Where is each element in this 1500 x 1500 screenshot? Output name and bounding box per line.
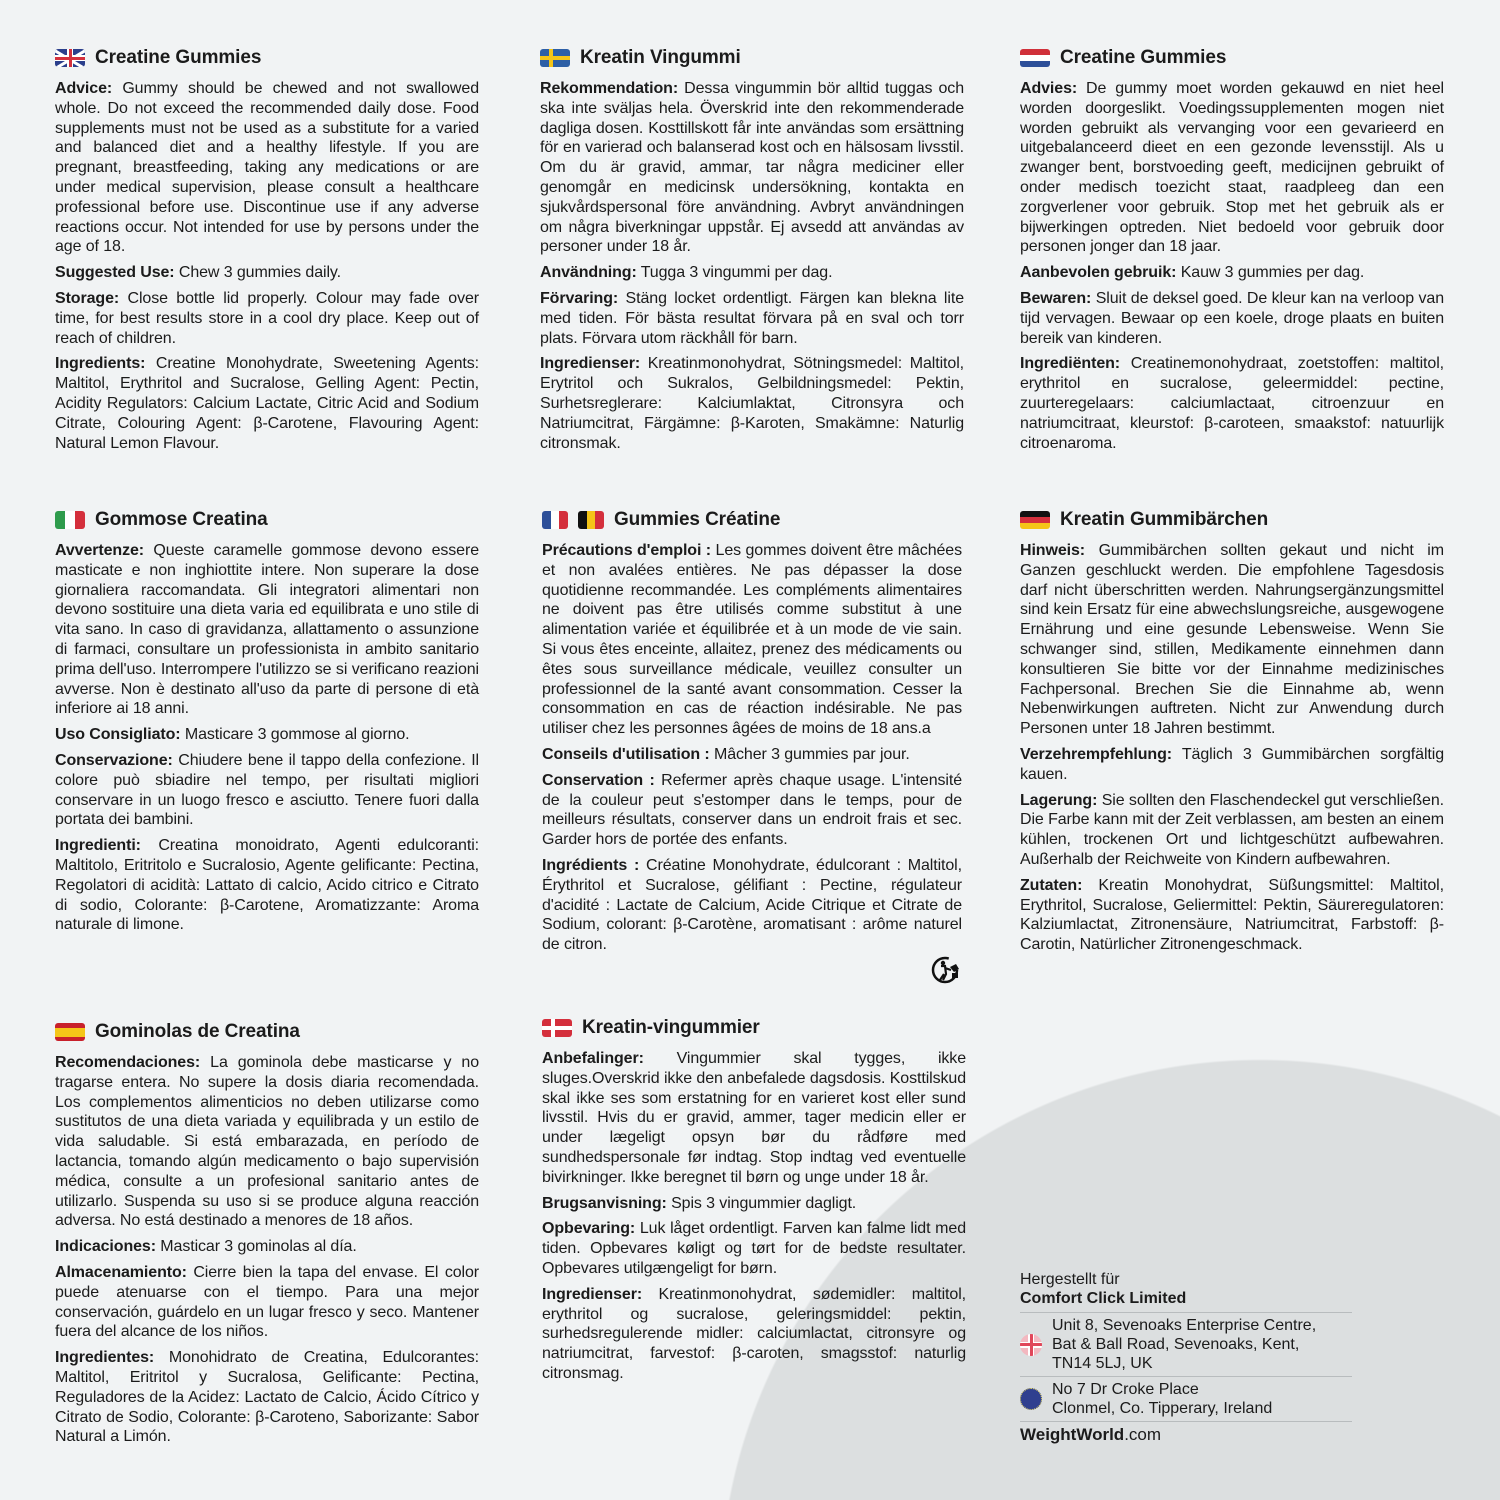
paragraph-text: Spis 3 vingummier dagligt. xyxy=(666,1194,857,1212)
paragraph-text: Kreatinmonohydrat, sødemidler: maltitol, erythritol og sucralose, geleringsmiddel: pektin, surhedsregulerende midler: calciumlactat, citronsyre og natriumcitrat, farvestof: β-caroten, smagsstof: naturlig citronsmag. xyxy=(542,1285,966,1382)
section-title xyxy=(55,1021,479,1043)
section-title xyxy=(1020,509,1444,531)
paragraph-label: Anbefalinger: xyxy=(542,1050,644,1067)
paragraph xyxy=(55,354,479,453)
paragraph-label: Conservation : xyxy=(542,771,655,789)
website-domain: .com xyxy=(1124,1425,1162,1444)
paragraph xyxy=(55,263,479,283)
paragraph-text: Refermer après chaque usage. L'intensité de la couleur peut s'estomper dans le temps, pour de meilleurs résultats, conserver dans un endroit frais et sec. Garder hors de portée des enfants. xyxy=(542,771,962,849)
paragraph-text: Creatina monoidrato, Agenti edulcoranti: Maltitolo, Eritritolo e Sucralosio, Agente gelificante: Pectina, Regolatori di acidità: Lattato di calcio, Acido citrico e Citrato di sodio, Colorante: β-Carotene, Aromatizzante: Aroma naturale di limone. xyxy=(55,837,479,934)
paragraph-text: Dessa vingummin bör alltid tuggas och ska inte sväljas hela. Överskrid inte den rekommenderade dagliga dosen. Kosttillskott får inte användas som ersättning för en varierad och balanserad kost och en hälsosam livsstil. Om du är gravid, ammar, tar några mediciner eller genomgår en medicinsk undersökning, kontakta en sjukvårdspersonal före användning. Avbryt användningen om några biverkningar uppstår. Ej avsedd att användas av personer under 18 år. xyxy=(540,80,964,256)
paragraph-text: Sie sollten den Flaschendeckel gut verschließen. Die Farbe kann mit der Zeit verblassen, am besten an einem kühlen, trockenen Ort und lichtgeschützt aufbewahren. Außerhalb der Reichweite von Kindern aufbewahren. xyxy=(1020,791,1444,868)
paragraph-text: Gummy should be chewed and not swallowed whole. Do not exceed the recommended daily dose. Food supplements must not be used as a substitute for a varied and balanced diet and a healthy lifestyle. If you are pregnant, breastfeeding, taking any medications or are under medical supervision, please consult a healthcare professional before use. Discontinue use if any adverse reactions occur. Not intended for use by persons under the age of 18. xyxy=(55,80,479,256)
section-title-text: Kreatin Vingummi xyxy=(580,47,741,69)
paragraph xyxy=(542,1285,966,1384)
denmark-flag-icon xyxy=(542,1019,572,1037)
paragraph xyxy=(55,289,479,348)
paragraph xyxy=(542,745,962,765)
paragraph-text: La gominola debe masticarse y no tragarse entera. No supere la dosis diaria recomendada. Los complementos alimenticios no deben utilizarse como sustitutos de una dieta variada y equilibrada y un estilo de vida saludable. Si está embarazada, en período de lactancia, tomando algún medicamento o bajo supervisión médica, consulte a un profesional sanitario antes de utilizarlo. Suspenda su uso si se produce alguna reacción adversa. No está destinado a menores de 18 años. xyxy=(55,1054,479,1230)
eu-address-line: No 7 Dr Croke Place xyxy=(1052,1381,1199,1398)
paragraph xyxy=(540,263,964,283)
paragraph xyxy=(542,541,962,739)
paragraph-text: Kreatinmonohydrat, Sötningsmedel: Maltitol, Erytritol och Sukralos, Gelbildningsmedel: Pektin, Surhetsreglerare: Kalciumlaktat, Citronsyra och Natriumcitrat, Färgämne: β-Karoten, Smakämne: Naturlig citronsmak. xyxy=(540,355,964,452)
paragraph-label: Précautions d'emploi : xyxy=(542,542,712,559)
section-title-text: Gominolas de Creatina xyxy=(95,1021,300,1043)
uk-flag-icon xyxy=(55,49,85,67)
paragraph xyxy=(542,1194,966,1214)
paragraph-text: De gummy moet worden gekauwd en niet heel worden doorgeslikt. Voedingssupplementen mogen niet worden gebruikt als vervanging voor een gevarieerd en uitgebalanceerd dieet en een gezonde levensstijl. Als u zwanger bent, borstvoeding geeft, medicijnen gebruikt of onder medisch toezicht staat, raadpleeg dan een zorgverlener voor gebruik. Stop met het gebruik als er bijwerkingen optreden. Niet bedoeld voor gebruik door personen jonger dan 18 jaar. xyxy=(1020,80,1444,256)
paragraph-text: Chew 3 gummies daily. xyxy=(174,264,341,282)
paragraph-label: Avvertenze: xyxy=(55,542,145,559)
paragraph xyxy=(1020,289,1444,348)
paragraph xyxy=(55,725,479,745)
paragraph-label: Conseils d'utilisation : xyxy=(542,745,710,763)
paragraph xyxy=(55,1053,479,1231)
paragraph-label: Aanbevolen gebruik: xyxy=(1020,264,1177,282)
section-title xyxy=(1020,47,1444,69)
paragraph-label: Uso Consigliato: xyxy=(55,726,181,744)
made-for-label: Hergestellt für xyxy=(1020,1271,1120,1288)
paragraph-label: Ingredienser: xyxy=(542,1285,643,1303)
website-brand: WeightWorld xyxy=(1020,1425,1125,1444)
paragraph xyxy=(540,289,964,348)
paragraph xyxy=(55,1263,479,1342)
paragraph xyxy=(55,1348,479,1447)
paragraph-text: Vingummier skal tygges, ikke sluges.Overskrid ikke den anbefalede dagsdosis. Kosttilskud skal ikke ses som erstatning for en varieret kost eller sund livsstil. Hvis du er gravid, ammer, tager medicin eller er under lægeligt opsyn bør du rådføre med sundhedspersonale før indtag. Stop indtag ved eventuelle bivirkninger. Ikke beregnet til børn og unge under 18 år. xyxy=(542,1050,966,1186)
uk-address-line: Bat & Ball Road, Sevenoaks, Kent, xyxy=(1052,1336,1300,1353)
paragraph-text: Täglich 3 Gummibärchen sorgfältig kauen. xyxy=(1020,745,1444,783)
paragraph-label: Hinweis: xyxy=(1020,542,1085,559)
section-title-text: Kreatin Gummibärchen xyxy=(1060,509,1269,531)
paragraph xyxy=(540,79,964,257)
sweden-flag-icon xyxy=(540,49,570,67)
paragraph-text: Créatine Monohydrate, édulcorant : Maltitol, Érythritol et Sucralose, gélifiant : Pectine, régulateur d'acidité : Lactate de Calcium, Acide Citrique et Citrate de Sodium, colorant: β-Carotène, aromatisant : arôme naturel de citron. xyxy=(542,856,962,954)
paragraph xyxy=(1020,876,1444,955)
recycling-triman-icon xyxy=(931,955,963,985)
paragraph xyxy=(1020,263,1444,283)
language-section-frbe xyxy=(542,509,962,961)
eu-address-line: Clonmel, Co. Tipperary, Ireland xyxy=(1052,1400,1273,1417)
language-section-it xyxy=(55,509,479,941)
paragraph-text: Close bottle lid properly. Colour may fade over time, for best results store in a cool dry place. Keep out of reach of children. xyxy=(55,289,479,347)
paragraph xyxy=(542,1219,966,1278)
language-section-dk xyxy=(542,1017,966,1390)
spain-flag-icon xyxy=(55,1023,85,1041)
paragraph-label: Advice: xyxy=(55,80,113,97)
section-title-text: Kreatin-vingummier xyxy=(582,1017,760,1039)
paragraph-label: Brugsanvisning: xyxy=(542,1194,667,1212)
paragraph xyxy=(540,354,964,453)
paragraph-text: Kauw 3 gummies per dag. xyxy=(1176,264,1365,282)
paragraph-label: Ingrédients : xyxy=(542,856,640,874)
paragraph xyxy=(1020,79,1444,257)
paragraph-text: Mâcher 3 gummies par jour. xyxy=(709,745,910,763)
paragraph xyxy=(1020,354,1444,453)
paragraph-label: Opbevaring: xyxy=(542,1220,636,1238)
paragraph-text: Queste caramelle gommose devono essere masticate e non inghiottite intere. Non superare la dose giornaliera raccomandata. Gli integratori alimentari non devono sostituire una dieta varia ed equilibrata e uno stile di vita sano. In caso di gravidanza, allattamento o assunzione di farmaci, consultare un professionista in ambito sanitario prima dell'uso. Interrompere l'utilizzo se si verificano reazioni avverse. Non è destinato all'uso da parte di persone di età inferiore ai 18 anni. xyxy=(55,542,479,718)
belgium-flag-icon xyxy=(578,511,604,529)
section-title xyxy=(542,1017,966,1039)
paragraph-text: Sluit de deksel goed. De kleur kan na verloop van tijd vervagen. Bewaar op een koele, droge plaats en buiten bereik van kinderen. xyxy=(1020,289,1444,347)
paragraph-text: Stäng locket ordentligt. Färgen kan blekna lite med tiden. För bästa resultat förvara på en sval och torr plats. Förvara utom räckhåll för barn. xyxy=(540,289,964,347)
paragraph-label: Förvaring: xyxy=(540,289,619,307)
paragraph-label: Advies: xyxy=(1020,80,1078,97)
paragraph-label: Storage: xyxy=(55,289,120,307)
paragraph xyxy=(55,541,479,719)
uk-address-line: Unit 8, Sevenoaks Enterprise Centre, xyxy=(1052,1317,1317,1334)
paragraph-label: Indicaciones: xyxy=(55,1238,156,1256)
section-title-text: Gummies Créatine xyxy=(614,509,781,531)
paragraph xyxy=(55,836,479,935)
germany-flag-icon xyxy=(1020,511,1050,529)
paragraph-text: Cierre bien la tapa del envase. El color puede atenuarse con el tiempo. Para una mejor conservación, guárdelo en un lugar fresco y seco. Mantener fuera del alcance de los niños. xyxy=(55,1263,479,1341)
section-title-text: Gommose Creatina xyxy=(95,509,268,531)
paragraph-label: Ingredientes: xyxy=(55,1349,155,1367)
paragraph xyxy=(542,856,962,955)
paragraph xyxy=(55,1237,479,1257)
paragraph-text: Masticar 3 gominolas al día. xyxy=(155,1238,357,1256)
eu-flag-icon xyxy=(1020,1388,1042,1410)
paragraph-label: Zutaten: xyxy=(1020,876,1083,894)
paragraph xyxy=(55,79,479,257)
language-section-uk xyxy=(55,47,479,459)
paragraph-label: Ingredienti: xyxy=(55,837,141,855)
paragraph xyxy=(542,771,962,850)
paragraph-text: Masticare 3 gommose al giorno. xyxy=(180,726,410,744)
paragraph-label: Conservazione: xyxy=(55,751,173,769)
section-title xyxy=(55,509,479,531)
italy-flag-icon xyxy=(55,511,85,529)
section-title xyxy=(55,47,479,69)
paragraph-text: Luk låget ordentligt. Farven kan falme lidt med tiden. Opbevares køligt og tørt for de bedste resultater. Opbevares utilgængeligt for børn. xyxy=(542,1220,966,1277)
uk-flag-icon xyxy=(1020,1334,1042,1356)
paragraph-label: Ingredients: xyxy=(55,355,146,373)
language-section-nl xyxy=(1020,47,1444,459)
section-title-text: Creatine Gummies xyxy=(95,47,262,69)
section-title-text: Creatine Gummies xyxy=(1060,47,1227,69)
paragraph-label: Bewaren: xyxy=(1020,289,1092,307)
language-section-se xyxy=(540,47,964,459)
uk-address-line: TN14 5LJ, UK xyxy=(1052,1355,1153,1372)
paragraph-label: Rekommendation: xyxy=(540,80,679,97)
paragraph xyxy=(1020,541,1444,739)
paragraph-text: Les gommes doivent être mâchées et non avalées entières. Ne pas dépasser la dose quotidienne recommandée. Les compléments alimentaires ne doivent pas être utilisés comme substitut à une alimentation variée et équilibrée et à un mode de vie sain. Si vous êtes enceinte, allaitez, prenez des médicaments ou êtes sous surveillance médicale, veuillez consulter un professionnel de la santé avant consommation. Cesser la consommation en cas de réaction indésirable. Ne pas utiliser chez les personnes âgées de moins de 18 ans.a xyxy=(542,542,962,738)
paragraph-label: Lagerung: xyxy=(1020,791,1098,809)
paragraph-text: Gummibärchen sollten gekaut und nicht im Ganzen geschluckt werden. Die empfohlene Tagesdosis darf nicht überschritten werden. Nahrungsergänzungsmittel sind kein Ersatz für eine abwechslungsreiche, ausgewogene Ernährung und eine gesunde Lebensweise. Wenn Sie schwanger sind, stillen, Medikamente einnehmen dann konsultieren Sie bitte vor der Einnahme medizinisches Fachpersonal. Brechen Sie die Einnahme ab, wenn Nebenwirkungen auftreten. Nicht zur Anwendung durch Personen unter 18 Jahren bestimmt. xyxy=(1020,542,1444,738)
language-section-de xyxy=(1020,509,1444,961)
eu-address xyxy=(1020,1376,1352,1421)
netherlands-flag-icon xyxy=(1020,49,1050,67)
paragraph-text: Creatinemonohydraat, zoetstoffen: maltitol, erythritol en sucralose, geleermiddel: pectine, zuurteregelaars: calciumlactaat, citroenzuur en natriumcitraat, kleurstof: β-caroteen, smaakstof: natuurlijk citroenaroma. xyxy=(1020,355,1444,452)
paragraph-label: Almacenamiento: xyxy=(55,1263,187,1281)
paragraph-text: Creatine Monohydrate, Sweetening Agents: Maltitol, Erythritol and Sucralose, Gelling Agent: Pectin, Acidity Regulators: Calcium Lactate, Citric Acid and Sodium Citrate, Colouring Agent: β-Carotene, Flavouring Agent: Natural Lemon Flavour. xyxy=(55,355,479,452)
paragraph xyxy=(55,751,479,830)
france-flag-icon xyxy=(542,511,568,529)
website xyxy=(1020,1421,1352,1447)
paragraph-label: Suggested Use: xyxy=(55,264,175,282)
paragraph-label: Ingredienser: xyxy=(540,355,641,373)
section-title xyxy=(540,47,964,69)
section-title xyxy=(542,509,962,531)
paragraph-text: Tugga 3 vingummi per dag. xyxy=(636,264,833,282)
paragraph-text: Chiudere bene il tappo della confezione. Il colore può sbiadire nel tempo, per risultati migliori conservare in un luogo fresco e asciutto. Tenere fuori dalla portata dei bambini. xyxy=(55,751,479,829)
paragraph-label: Verzehrempfehlung: xyxy=(1020,745,1173,763)
paragraph-label: Användning: xyxy=(540,264,637,282)
manufacturer-info xyxy=(1020,1270,1352,1447)
language-section-es xyxy=(55,1021,479,1453)
paragraph-label: Recomendaciones: xyxy=(55,1054,201,1071)
paragraph xyxy=(542,1049,966,1188)
paragraph xyxy=(1020,791,1444,870)
paragraph-text: Kreatin Monohydrat, Süßungsmittel: Maltitol, Erythritol, Sucralose, Geliermittel: Pektin, Säureregulatoren: Kalziumlactat, Zitronensäure, Natriumcitrat, Farbstoff: β-Carotin, Natürlicher Zitronengeschmack. xyxy=(1020,876,1444,954)
paragraph xyxy=(1020,745,1444,785)
paragraph-label: Ingrediënten: xyxy=(1020,355,1121,373)
company-name: Comfort Click Limited xyxy=(1020,1290,1187,1307)
paragraph-text: Monohidrato de Creatina, Edulcorantes: Maltitol, Eritritol y Sucralosa, Gelificante: Pectina, Reguladores de la Acidez: Lactato de Calcio, Ácido Cítrico y Citrato de Sodio, Colorante: β-Caroteno, Saborizante: Sabor Natural a Limón. xyxy=(55,1349,479,1446)
uk-address xyxy=(1020,1312,1352,1376)
